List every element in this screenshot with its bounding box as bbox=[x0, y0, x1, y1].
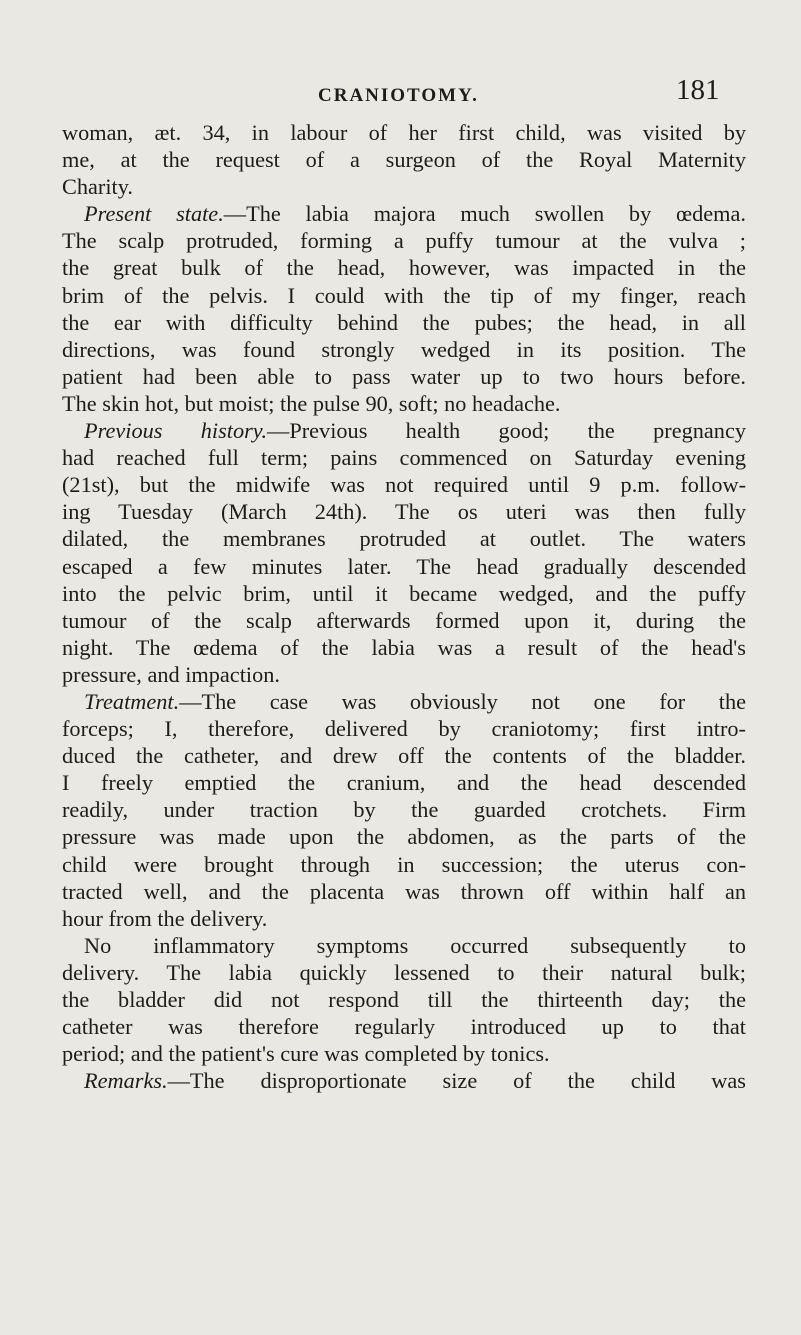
text-line bbox=[62, 688, 746, 715]
line-text: the bladder did not respond till the thirteenth day; the bbox=[62, 987, 746, 1012]
text-line bbox=[62, 878, 746, 905]
line-text: readily, under traction by the guarded crotchets. Firm bbox=[62, 797, 746, 823]
line-text: —The labia majora much swollen by œdema. bbox=[223, 201, 746, 227]
line-text: the great bulk of the head, however, was impacted in the bbox=[62, 255, 746, 281]
text-line bbox=[62, 715, 746, 742]
line-text: The skin hot, but moist; the pulse 90, soft; no headache. bbox=[62, 390, 561, 416]
line-text: (21st), but the midwife was not required until 9 p.m. follow- bbox=[62, 472, 746, 498]
text-line bbox=[62, 173, 746, 200]
text-line bbox=[62, 553, 746, 580]
line-text: into the pelvic brim, until it became wedged, and the puffy bbox=[62, 580, 746, 606]
line-text: pressure, and impaction. bbox=[62, 661, 280, 687]
page-header bbox=[0, 72, 801, 112]
text-line bbox=[62, 309, 746, 336]
line-text: the ear with difficulty behind the pubes; the head, in all bbox=[62, 309, 746, 335]
text-line bbox=[62, 417, 746, 444]
page-number: 181 bbox=[676, 74, 720, 106]
line-text: —The case was obviously not one for the bbox=[179, 688, 746, 714]
line-text: woman, æt. 34, in labour of her first child, was visited by bbox=[62, 120, 746, 145]
text-line bbox=[62, 905, 746, 932]
line-text: patient had been able to pass water up to two hours before. bbox=[62, 363, 746, 389]
section-heading: Present state. bbox=[84, 201, 224, 227]
line-text: No inflammatory symptoms occurred subsequently to bbox=[84, 932, 746, 958]
line-text: pressure was made upon the abdomen, as the parts of the bbox=[62, 824, 746, 850]
section-heading: Previous history. bbox=[84, 418, 268, 444]
line-text: —The disproportionate size of the child was bbox=[167, 1068, 746, 1094]
text-line bbox=[62, 146, 746, 173]
text-line bbox=[62, 823, 746, 850]
text-line bbox=[62, 525, 746, 552]
text-line bbox=[62, 580, 746, 607]
line-text: delivery. The labia quickly lessened to their natural bulk; bbox=[62, 959, 746, 985]
text-line bbox=[62, 200, 746, 227]
text-line bbox=[62, 851, 746, 878]
line-text: period; and the patient's cure was completed by tonics. bbox=[62, 1041, 550, 1067]
running-head: CRANIOTOMY. bbox=[318, 85, 479, 106]
text-line bbox=[62, 634, 746, 661]
text-line bbox=[62, 1013, 746, 1040]
text-line bbox=[62, 363, 746, 390]
text-line bbox=[62, 471, 746, 498]
line-text: —Previous health good; the pregnancy bbox=[267, 418, 746, 444]
text-line bbox=[62, 932, 746, 959]
text-line bbox=[62, 661, 746, 688]
line-text: The scalp protruded, forming a puffy tumour at the vulva ; bbox=[62, 228, 746, 254]
text-line bbox=[62, 796, 746, 823]
line-text: tumour of the scalp afterwards formed upon it, during the bbox=[62, 607, 746, 633]
line-text: dilated, the membranes protruded at outlet. The waters bbox=[62, 526, 746, 552]
line-text: night. The œdema of the labia was a result of the head's bbox=[62, 634, 746, 660]
text-line bbox=[62, 1067, 746, 1094]
line-text: escaped a few minutes later. The head gradually descended bbox=[62, 553, 746, 579]
line-text: Charity. bbox=[62, 174, 134, 200]
text-line bbox=[62, 607, 746, 634]
text-line bbox=[62, 119, 746, 146]
text-line bbox=[62, 254, 746, 281]
text-line bbox=[62, 336, 746, 363]
body-text bbox=[62, 119, 746, 1094]
text-line bbox=[62, 282, 746, 309]
line-text: child were brought through in succession; the uterus con- bbox=[62, 851, 746, 877]
section-heading: Remarks. bbox=[84, 1068, 168, 1094]
line-text: me, at the request of a surgeon of the Royal Maternity bbox=[62, 147, 746, 173]
text-line bbox=[62, 444, 746, 471]
line-text: directions, was found strongly wedged in its position. The bbox=[62, 336, 746, 362]
text-line bbox=[62, 227, 746, 254]
text-line bbox=[62, 1040, 746, 1067]
text-line bbox=[62, 742, 746, 769]
text-line bbox=[62, 986, 746, 1013]
line-text: brim of the pelvis. I could with the tip of my finger, reach bbox=[62, 282, 746, 308]
text-line bbox=[62, 390, 746, 417]
line-text: ing Tuesday (March 24th). The os uteri was then fully bbox=[62, 499, 746, 525]
text-line bbox=[62, 498, 746, 525]
text-line bbox=[62, 769, 746, 796]
line-text: duced the catheter, and drew off the contents of the bladder. bbox=[62, 743, 746, 769]
line-text: I freely emptied the cranium, and the head descended bbox=[62, 770, 746, 796]
line-text: catheter was therefore regularly introduced up to that bbox=[62, 1014, 746, 1040]
line-text: forceps; I, therefore, delivered by craniotomy; first intro- bbox=[62, 716, 746, 742]
section-heading: Treatment. bbox=[84, 688, 180, 714]
text-line bbox=[62, 959, 746, 986]
line-text: tracted well, and the placenta was thrown off within half an bbox=[62, 878, 746, 904]
line-text: hour from the delivery. bbox=[62, 905, 268, 931]
line-text: had reached full term; pains commenced on Saturday evening bbox=[62, 445, 746, 471]
